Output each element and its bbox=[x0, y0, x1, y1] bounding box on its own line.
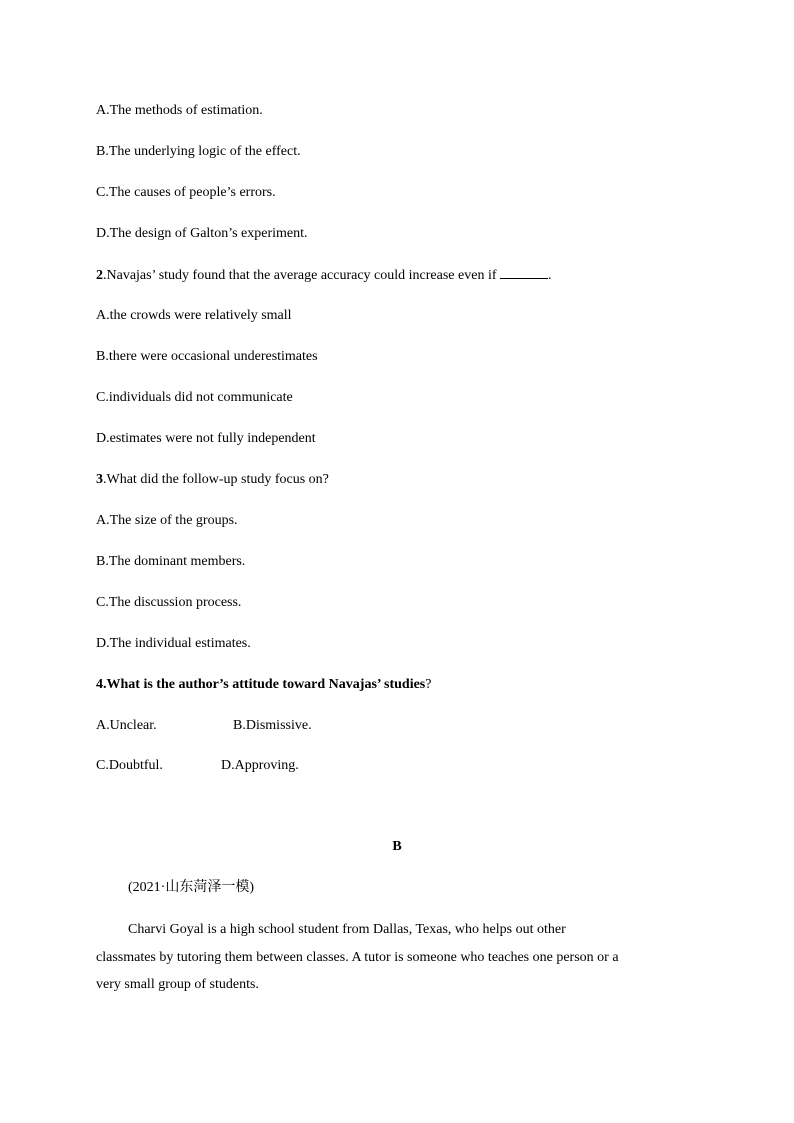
q3-option-d: D.The individual estimates. bbox=[96, 636, 251, 651]
q3-text: .What did the follow-up study focus on? bbox=[103, 472, 329, 487]
q2-option-d: D.estimates were not fully independent bbox=[96, 431, 316, 446]
q3-option-a: A.The size of the groups. bbox=[96, 513, 238, 528]
q4-option-c: C.Doubtful. bbox=[96, 758, 163, 773]
q3-number: 3 bbox=[96, 472, 103, 487]
q2-option-b: B.there were occasional underestimates bbox=[96, 349, 318, 364]
paragraph-line-1: Charvi Goyal is a high school student from Dallas, Texas, who helps out other bbox=[128, 922, 566, 937]
q1-option-c: C.The causes of people’s errors. bbox=[96, 185, 276, 200]
q2-option-c: C.individuals did not communicate bbox=[96, 390, 293, 405]
section-title: B bbox=[392, 839, 402, 854]
q3-stem bbox=[96, 471, 329, 489]
section-source: (2021·山东菏泽一模) bbox=[128, 880, 254, 895]
q2-text: .Navajas’ study found that the average accuracy could increase even if bbox=[103, 268, 500, 283]
q2-option-a: A.the crowds were relatively small bbox=[96, 308, 292, 323]
q4-stem bbox=[96, 676, 431, 694]
q4-option-d: D.Approving. bbox=[221, 758, 299, 773]
q4-option-a: A.Unclear. bbox=[96, 718, 157, 733]
q2-answer-blank bbox=[500, 266, 548, 279]
q3-option-c: C.The discussion process. bbox=[96, 595, 242, 610]
q2-end: . bbox=[548, 268, 552, 283]
q1-option-d: D.The design of Galton’s experiment. bbox=[96, 226, 308, 241]
q2-number: 2 bbox=[96, 268, 103, 283]
q1-option-b: B.The underlying logic of the effect. bbox=[96, 144, 301, 159]
q3-option-b: B.The dominant members. bbox=[96, 554, 246, 569]
q4-number: 4 bbox=[96, 677, 103, 692]
q2-stem bbox=[96, 266, 552, 285]
q1-option-a: A.The methods of estimation. bbox=[96, 103, 263, 118]
q4-end: ? bbox=[425, 677, 432, 692]
q4-option-b: B.Dismissive. bbox=[233, 718, 312, 733]
q4-text: .What is the author’s attitude toward Navajas’ studies bbox=[103, 677, 426, 692]
paragraph-line-2: classmates by tutoring them between classes. A tutor is someone who teaches one person or a bbox=[96, 950, 619, 965]
paragraph-line-3: very small group of students. bbox=[96, 977, 259, 992]
